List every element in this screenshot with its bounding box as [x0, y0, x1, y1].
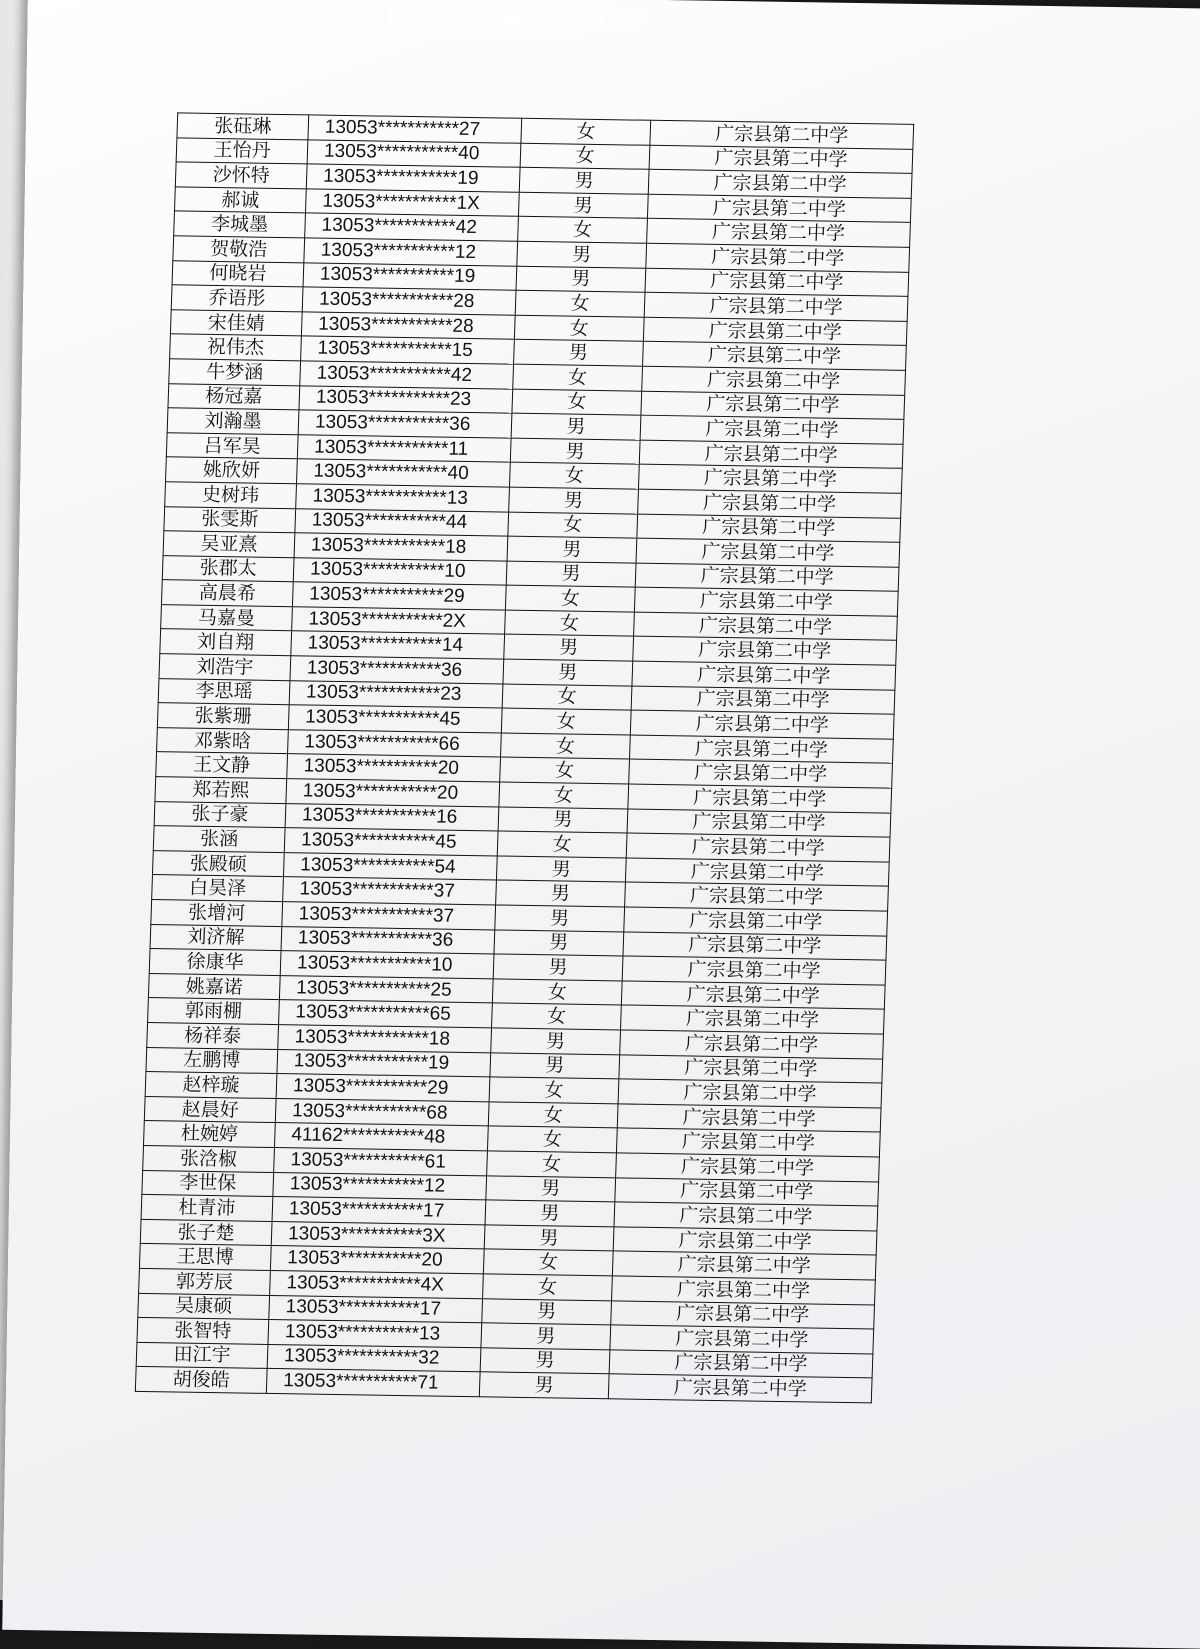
- gender-cell: 男: [506, 561, 636, 588]
- gender-cell: 女: [514, 315, 644, 342]
- school-cell: 广宗县第二中学: [649, 145, 913, 174]
- id-number-cell: 13053***********71: [266, 1369, 480, 1397]
- id-number-cell: 13053***********32: [267, 1344, 481, 1372]
- school-cell: 广宗县第二中学: [648, 169, 912, 198]
- gender-cell: 女: [487, 1126, 617, 1153]
- gender-cell: 男: [516, 266, 646, 293]
- name-cell: 左鹏博: [146, 1047, 278, 1074]
- name-cell: 乔语彤: [171, 285, 303, 312]
- name-cell: 郭雨棚: [148, 998, 280, 1025]
- gender-cell: 男: [494, 930, 624, 957]
- name-cell: 郑若熙: [155, 777, 287, 804]
- id-number-cell: 13053***********42: [300, 361, 514, 389]
- gender-cell: 女: [489, 1077, 619, 1104]
- name-cell: 杜婉婷: [143, 1121, 275, 1148]
- id-number-cell: 13053***********23: [299, 385, 513, 413]
- gender-cell: 女: [492, 1003, 622, 1030]
- id-number-cell: 13053***********20: [270, 1246, 484, 1274]
- name-cell: 王思博: [139, 1244, 271, 1271]
- id-number-cell: 13053***********1X: [305, 189, 519, 217]
- id-number-cell: 13053***********25: [279, 975, 493, 1003]
- name-cell: 祝伟杰: [170, 334, 302, 361]
- school-cell: 广宗县第二中学: [627, 809, 891, 838]
- school-cell: 广宗县第二中学: [612, 1251, 876, 1280]
- id-number-cell: 13053***********19: [303, 262, 517, 290]
- gender-cell: 男: [495, 905, 625, 932]
- id-number-cell: 13053***********19: [306, 164, 520, 192]
- id-number-cell: 13053***********29: [292, 582, 506, 610]
- school-cell: 广宗县第二中学: [629, 759, 893, 788]
- gender-cell: 女: [499, 782, 629, 809]
- id-number-cell: 13053***********40: [307, 140, 521, 168]
- name-cell: 高晨希: [161, 580, 293, 607]
- school-cell: 广宗县第二中学: [615, 1177, 879, 1206]
- printed-paper: [2, 0, 1200, 1649]
- school-cell: 广宗县第二中学: [619, 1054, 883, 1083]
- gender-cell: 男: [510, 438, 640, 465]
- school-cell: 广宗县第二中学: [645, 268, 909, 297]
- name-cell: 贺敬浩: [173, 236, 305, 263]
- name-cell: 姚嘉诺: [148, 973, 280, 1000]
- id-number-cell: 13053***********29: [276, 1074, 490, 1102]
- gender-cell: 男: [486, 1175, 616, 1202]
- name-cell: 刘自翔: [160, 629, 292, 656]
- gender-cell: 男: [511, 413, 641, 440]
- id-number-cell: 13053***********11: [297, 435, 511, 463]
- school-cell: 广宗县第二中学: [643, 317, 907, 346]
- gender-cell: 女: [520, 143, 650, 170]
- gender-cell: 男: [504, 635, 634, 662]
- id-number-cell: 13053***********28: [302, 287, 516, 315]
- gender-cell: 女: [512, 389, 642, 416]
- school-cell: 广宗县第二中学: [610, 1325, 874, 1354]
- school-cell: 广宗县第二中学: [626, 833, 890, 862]
- id-number-cell: 13053***********10: [293, 557, 507, 585]
- name-cell: 徐康华: [149, 949, 281, 976]
- name-cell: 张子楚: [140, 1219, 272, 1246]
- name-cell: 牛梦涵: [169, 359, 301, 386]
- id-number-cell: 13053***********4X: [270, 1270, 484, 1298]
- name-cell: 张涵: [153, 826, 285, 853]
- roster-body: [135, 113, 913, 1403]
- gender-cell: 男: [484, 1225, 614, 1252]
- school-cell: 广宗县第二中学: [646, 243, 910, 272]
- name-cell: 赵梓璇: [145, 1072, 277, 1099]
- gender-cell: 男: [480, 1347, 610, 1374]
- school-cell: 广宗县第二中学: [625, 882, 889, 911]
- gender-cell: 男: [498, 807, 628, 834]
- name-cell: 张郡太: [162, 555, 294, 582]
- id-number-cell: 13053***********45: [284, 828, 498, 856]
- gender-cell: 女: [515, 290, 645, 317]
- name-cell: 张智特: [137, 1317, 269, 1344]
- gender-cell: 男: [503, 659, 633, 686]
- gender-cell: 女: [500, 757, 630, 784]
- school-cell: 广宗县第二中学: [650, 120, 914, 149]
- id-number-cell: 13053***********12: [304, 238, 518, 266]
- name-cell: 刘浩宇: [159, 654, 291, 681]
- school-cell: 广宗县第二中学: [628, 784, 892, 813]
- id-number-cell: 41162***********48: [274, 1123, 488, 1151]
- id-number-cell: 13053***********18: [278, 1025, 492, 1053]
- school-cell: 广宗县第二中学: [622, 956, 886, 985]
- gender-cell: 女: [492, 979, 622, 1006]
- gender-cell: 女: [509, 462, 639, 489]
- gender-cell: 女: [521, 118, 651, 145]
- name-cell: 李世保: [142, 1170, 274, 1197]
- school-cell: 广宗县第二中学: [611, 1300, 875, 1329]
- name-cell: 白昊泽: [152, 875, 284, 902]
- name-cell: 张紫珊: [157, 703, 289, 730]
- school-cell: 广宗县第二中学: [642, 366, 906, 395]
- name-cell: 吴康硕: [138, 1293, 270, 1320]
- id-number-cell: 13053***********36: [281, 926, 495, 954]
- gender-cell: 女: [505, 610, 635, 637]
- id-number-cell: 13053***********18: [294, 533, 508, 561]
- school-cell: 广宗县第二中学: [647, 194, 911, 223]
- school-cell: 广宗县第二中学: [623, 932, 887, 961]
- school-cell: 广宗县第二中学: [637, 514, 901, 543]
- id-number-cell: 13053***********44: [295, 508, 509, 536]
- id-number-cell: 13053***********12: [273, 1172, 487, 1200]
- gender-cell: 男: [496, 880, 626, 907]
- student-roster-table: [135, 112, 914, 1403]
- id-number-cell: 13053***********65: [279, 1000, 493, 1028]
- name-cell: 马嘉曼: [161, 605, 293, 632]
- id-number-cell: 13053***********36: [290, 656, 504, 684]
- gender-cell: 女: [497, 831, 627, 858]
- school-cell: 广宗县第二中学: [634, 612, 898, 641]
- id-number-cell: 13053***********28: [301, 312, 515, 340]
- gender-cell: 女: [501, 708, 631, 735]
- school-cell: 广宗县第二中学: [613, 1227, 877, 1256]
- name-cell: 刘济解: [150, 924, 282, 951]
- id-number-cell: 13053***********40: [297, 459, 511, 487]
- id-number-cell: 13053***********19: [277, 1049, 491, 1077]
- id-number-cell: 13053***********20: [286, 779, 500, 807]
- name-cell: 宋佳婧: [170, 310, 302, 337]
- gender-cell: 男: [518, 192, 648, 219]
- id-number-cell: 13053***********61: [274, 1147, 488, 1175]
- name-cell: 郝诚: [174, 187, 306, 214]
- name-cell: 王文静: [156, 752, 288, 779]
- gender-cell: 男: [507, 536, 637, 563]
- name-cell: 张砡琳: [177, 113, 309, 140]
- gender-cell: 男: [514, 340, 644, 367]
- name-cell: 姚欣妍: [166, 457, 298, 484]
- name-cell: 田江宇: [136, 1342, 268, 1369]
- gender-cell: 女: [487, 1151, 617, 1178]
- name-cell: 张雯斯: [164, 506, 296, 533]
- gender-cell: 男: [496, 856, 626, 883]
- school-cell: 广宗县第二中学: [608, 1374, 872, 1403]
- id-number-cell: 13053***********14: [291, 631, 505, 659]
- name-cell: 张子豪: [154, 801, 286, 828]
- name-cell: 吕军昊: [166, 432, 298, 459]
- gender-cell: 女: [483, 1274, 613, 1301]
- gender-cell: 男: [485, 1200, 615, 1227]
- id-number-cell: 13053***********17: [272, 1197, 486, 1225]
- name-cell: 沙怀特: [175, 162, 307, 189]
- name-cell: 杨冠嘉: [168, 383, 300, 410]
- school-cell: 广宗县第二中学: [629, 735, 893, 764]
- name-cell: 杨祥泰: [147, 1022, 279, 1049]
- gender-cell: 女: [508, 512, 638, 539]
- light-glare: [387, 0, 648, 40]
- name-cell: 李城墨: [174, 211, 306, 238]
- school-cell: 广宗县第二中学: [638, 489, 902, 518]
- gender-cell: 男: [490, 1052, 620, 1079]
- name-cell: 王怡丹: [176, 137, 308, 164]
- school-cell: 广宗县第二中学: [636, 538, 900, 567]
- gender-cell: 男: [493, 954, 623, 981]
- school-cell: 广宗县第二中学: [634, 587, 898, 616]
- id-number-cell: 13053***********10: [280, 951, 494, 979]
- school-cell: 广宗县第二中学: [638, 464, 902, 493]
- id-number-cell: 13053***********17: [269, 1295, 483, 1323]
- school-cell: 广宗县第二中学: [609, 1349, 873, 1378]
- id-number-cell: 13053***********16: [285, 803, 499, 831]
- school-cell: 广宗县第二中学: [635, 563, 899, 592]
- id-number-cell: 13053***********45: [288, 705, 502, 733]
- school-cell: 广宗县第二中学: [631, 686, 895, 715]
- name-cell: 何晓岩: [172, 260, 304, 287]
- id-number-cell: 13053***********37: [282, 902, 496, 930]
- school-cell: 广宗县第二中学: [612, 1276, 876, 1305]
- gender-cell: 女: [518, 217, 648, 244]
- school-cell: 广宗县第二中学: [630, 710, 894, 739]
- name-cell: 张浛椒: [143, 1145, 275, 1172]
- id-number-cell: 13053***********3X: [271, 1221, 485, 1249]
- gender-cell: 男: [482, 1298, 612, 1325]
- name-cell: 刘瀚墨: [167, 408, 299, 435]
- id-number-cell: 13053***********15: [301, 336, 515, 364]
- id-number-cell: 13053***********27: [308, 115, 522, 143]
- gender-cell: 女: [505, 585, 635, 612]
- id-number-cell: 13053***********42: [305, 213, 519, 241]
- gender-cell: 女: [483, 1249, 613, 1276]
- name-cell: 郭芳辰: [139, 1268, 271, 1295]
- id-number-cell: 13053***********36: [298, 410, 512, 438]
- school-cell: 广宗县第二中学: [647, 219, 911, 248]
- gender-cell: 女: [513, 364, 643, 391]
- school-cell: 广宗县第二中学: [644, 292, 908, 321]
- gender-cell: 男: [517, 241, 647, 268]
- name-cell: 赵晨好: [144, 1096, 276, 1123]
- gender-cell: 女: [502, 684, 632, 711]
- school-cell: 广宗县第二中学: [621, 1005, 885, 1034]
- name-cell: 杜青沛: [141, 1195, 273, 1222]
- school-cell: 广宗县第二中学: [621, 981, 885, 1010]
- gender-cell: 男: [479, 1372, 609, 1399]
- name-cell: 史树玮: [165, 482, 297, 509]
- school-cell: 广宗县第二中学: [625, 858, 889, 887]
- gender-cell: 男: [481, 1323, 611, 1350]
- school-cell: 广宗县第二中学: [632, 661, 896, 690]
- school-cell: 广宗县第二中学: [643, 342, 907, 371]
- gender-cell: 女: [488, 1102, 618, 1129]
- id-number-cell: 13053***********37: [283, 877, 497, 905]
- school-cell: 广宗县第二中学: [618, 1079, 882, 1108]
- id-number-cell: 13053***********66: [288, 730, 502, 758]
- school-cell: 广宗县第二中学: [620, 1030, 884, 1059]
- name-cell: 张增河: [151, 900, 283, 927]
- school-cell: 广宗县第二中学: [616, 1128, 880, 1157]
- name-cell: 胡俊皓: [135, 1367, 267, 1394]
- school-cell: 广宗县第二中学: [633, 637, 897, 666]
- name-cell: 邓紫晗: [157, 727, 289, 754]
- school-cell: 广宗县第二中学: [616, 1153, 880, 1182]
- school-cell: 广宗县第二中学: [640, 415, 904, 444]
- id-number-cell: 13053***********13: [296, 484, 510, 512]
- id-number-cell: 13053***********20: [287, 754, 501, 782]
- school-cell: 广宗县第二中学: [639, 440, 903, 469]
- name-cell: 李思瑶: [158, 678, 290, 705]
- id-number-cell: 13053***********54: [283, 852, 497, 880]
- id-number-cell: 13053***********68: [275, 1098, 489, 1126]
- id-number-cell: 13053***********2X: [292, 607, 506, 635]
- gender-cell: 男: [491, 1028, 621, 1055]
- id-number-cell: 13053***********13: [268, 1320, 482, 1348]
- gender-cell: 男: [509, 487, 639, 514]
- school-cell: 广宗县第二中学: [617, 1104, 881, 1133]
- school-cell: 广宗县第二中学: [614, 1202, 878, 1231]
- gender-cell: 男: [519, 167, 649, 194]
- name-cell: 张殿硕: [152, 850, 284, 877]
- gender-cell: 女: [501, 733, 631, 760]
- school-cell: 广宗县第二中学: [624, 907, 888, 936]
- id-number-cell: 13053***********23: [289, 680, 503, 708]
- school-cell: 广宗县第二中学: [641, 391, 905, 420]
- name-cell: 吴亚熹: [163, 531, 295, 558]
